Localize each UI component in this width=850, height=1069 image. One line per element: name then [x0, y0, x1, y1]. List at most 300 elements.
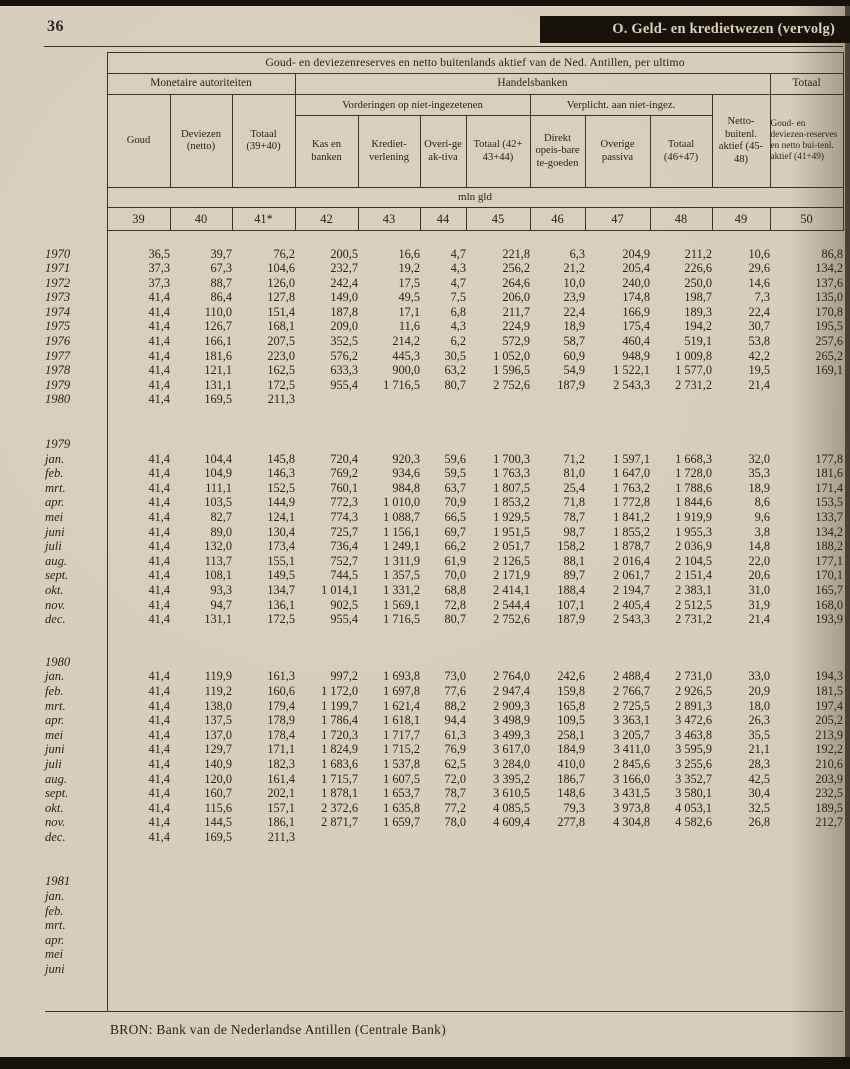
value-cell: 121,1 — [204, 363, 232, 378]
value-cell: 198,7 — [684, 290, 712, 305]
value-cell: 152,5 — [267, 480, 295, 495]
value-cell: 119,9 — [204, 669, 232, 684]
value-cell — [466, 933, 530, 948]
value-cell — [712, 830, 770, 845]
stub-column-head — [45, 53, 107, 231]
value-cell — [530, 904, 585, 919]
value-cell — [295, 392, 358, 407]
value-cell: 134,7 — [267, 582, 295, 597]
value-cell — [770, 392, 843, 407]
value-cell: 1 618,1 — [383, 713, 420, 728]
spacer-stub — [45, 977, 107, 1012]
value-cell: 902,5 — [330, 597, 358, 612]
value-cell: 934,6 — [392, 466, 420, 481]
value-cell: 774,3 — [330, 510, 358, 524]
value-cell — [770, 904, 843, 919]
value-cell: 2 061,7 — [613, 568, 650, 583]
data-row — [45, 568, 843, 583]
value-cell: 1 331,2 — [383, 582, 420, 597]
value-cell: 7,5 — [450, 290, 466, 305]
row-label: 1980 — [45, 392, 107, 407]
value-cell: 1 786,4 — [321, 713, 358, 728]
data-row — [45, 947, 843, 962]
value-cell: 78,7 — [563, 510, 585, 524]
value-cell: 1 878,1 — [321, 786, 358, 801]
value-cell: 1 919,9 — [675, 510, 712, 524]
data-row — [45, 713, 843, 728]
value-cell: 2 544,4 — [493, 597, 530, 612]
value-cell: 189,3 — [684, 304, 712, 319]
value-cell: 130,4 — [267, 524, 295, 539]
value-cell: 53,8 — [748, 334, 770, 349]
value-cell: 192,2 — [815, 742, 844, 757]
value-cell: 211,3 — [267, 829, 295, 844]
value-cell: 21,2 — [563, 261, 585, 276]
section-heading-row — [45, 874, 843, 889]
value-cell: 21,4 — [748, 377, 770, 392]
row-label: feb. — [45, 684, 107, 699]
value-cell: 88,2 — [444, 698, 466, 713]
value-cell: 4 053,1 — [675, 800, 712, 815]
value-cell: 211,2 — [684, 246, 712, 261]
value-cell: 997,2 — [330, 669, 358, 684]
value-cell: 1 955,3 — [675, 524, 712, 539]
value-cell: 2 194,7 — [613, 582, 650, 597]
value-cell: 172,5 — [267, 612, 295, 627]
value-cell: 633,3 — [330, 363, 358, 378]
value-cell: 89,7 — [563, 568, 585, 583]
value-cell — [530, 889, 585, 904]
value-cell: 3 255,6 — [675, 756, 712, 771]
colnum-45: 45 — [466, 208, 530, 231]
data-row — [45, 510, 843, 525]
value-cell: 173,4 — [267, 539, 295, 554]
group-monetaire-autoriteiten: Monetaire autoriteiten — [107, 74, 295, 95]
value-cell: 1 844,6 — [675, 495, 712, 510]
empty-cell — [107, 874, 843, 889]
value-cell: 14,6 — [748, 275, 770, 290]
value-cell: 77,6 — [444, 683, 466, 698]
value-cell: 172,5 — [267, 377, 295, 392]
value-cell: 41,4 — [148, 683, 170, 698]
value-cell: 410,0 — [557, 756, 585, 771]
value-cell: 1 596,5 — [493, 363, 530, 378]
value-cell — [170, 933, 232, 948]
col-deviezen-netto: Deviezen (netto) — [170, 95, 232, 188]
value-cell: 19,2 — [398, 261, 420, 276]
data-row — [45, 889, 843, 904]
data-row — [45, 801, 843, 816]
row-label: 1978 — [45, 363, 107, 378]
value-cell: 35,5 — [748, 727, 770, 742]
value-cell: 166,9 — [622, 304, 650, 319]
value-cell: 4,7 — [450, 275, 466, 290]
value-cell — [420, 904, 466, 919]
value-cell: 22,0 — [748, 553, 770, 568]
value-cell: 165,8 — [557, 698, 585, 713]
value-cell: 41,4 — [148, 568, 170, 583]
value-cell: 224,9 — [502, 319, 530, 334]
spacer-row — [45, 977, 843, 1012]
value-cell — [770, 378, 843, 393]
col-goud: Goud — [107, 95, 170, 188]
value-cell — [295, 904, 358, 919]
value-cell: 4 609,4 — [493, 815, 530, 830]
value-cell: 41,4 — [148, 771, 170, 786]
table-title: Goud- en deviezenreserves en netto buitenlands aktief van de Ned. Antillen, per ultimo — [107, 53, 843, 74]
value-cell: 519,1 — [684, 334, 712, 349]
value-cell: 169,5 — [204, 829, 232, 844]
value-cell: 4 085,5 — [493, 800, 530, 815]
value-cell: 1 014,1 — [321, 582, 358, 597]
group-totaal: Totaal — [770, 74, 843, 95]
value-cell — [712, 962, 770, 977]
value-cell: 3 617,0 — [493, 742, 530, 757]
row-label: 1976 — [45, 334, 107, 349]
value-cell: 159,8 — [557, 683, 585, 698]
value-cell — [650, 947, 712, 962]
value-cell: 23,9 — [563, 290, 585, 305]
data-row — [45, 699, 843, 714]
value-cell: 169,5 — [204, 392, 232, 407]
row-label: juli — [45, 757, 107, 772]
value-cell: 182,3 — [267, 756, 295, 771]
value-cell: 157,1 — [267, 800, 295, 815]
value-cell: 2 383,1 — [675, 582, 712, 597]
value-cell — [232, 962, 295, 977]
value-cell: 6,8 — [450, 304, 466, 319]
value-cell — [530, 962, 585, 977]
value-cell: 2 752,6 — [493, 377, 530, 392]
value-cell: 725,7 — [330, 524, 358, 539]
value-cell: 171,1 — [267, 742, 295, 757]
data-row — [45, 742, 843, 757]
value-cell: 21,1 — [748, 742, 770, 757]
value-cell — [170, 918, 232, 933]
value-cell: 1 052,0 — [493, 348, 530, 363]
value-cell: 126,0 — [267, 275, 295, 290]
value-cell: 200,5 — [330, 246, 358, 261]
value-cell: 165,7 — [815, 582, 844, 597]
value-cell: 41,4 — [148, 669, 170, 684]
subgroup-header-row — [45, 95, 843, 116]
section-header-band — [540, 16, 850, 43]
value-cell — [232, 918, 295, 933]
value-cell: 203,9 — [815, 771, 844, 786]
value-cell: 3 610,5 — [493, 786, 530, 801]
row-label: juni — [45, 525, 107, 540]
value-cell: 41,4 — [148, 582, 170, 597]
value-cell — [650, 904, 712, 919]
value-cell: 145,8 — [267, 451, 295, 466]
colnum-50: 50 — [770, 208, 843, 231]
value-cell: 78,0 — [444, 815, 466, 830]
col-kredietverlening: Krediet-verlening — [358, 116, 420, 188]
value-cell: 41,4 — [148, 451, 170, 466]
value-cell: 3 463,8 — [675, 727, 712, 742]
data-row — [45, 481, 843, 496]
value-cell — [650, 889, 712, 904]
value-cell: 223,0 — [267, 348, 295, 363]
value-cell — [358, 889, 420, 904]
value-cell: 3,8 — [754, 524, 770, 539]
value-cell: 1 853,2 — [493, 495, 530, 510]
value-cell: 744,5 — [330, 568, 358, 583]
value-cell: 71,8 — [563, 495, 585, 510]
value-cell: 104,9 — [204, 466, 232, 481]
data-row — [45, 276, 843, 291]
value-cell: 4,3 — [450, 261, 466, 276]
value-cell — [466, 962, 530, 977]
value-cell: 178,9 — [267, 713, 295, 728]
colnum-46: 46 — [530, 208, 585, 231]
value-cell: 3 411,0 — [613, 742, 650, 757]
data-row — [45, 525, 843, 540]
value-cell: 78,7 — [444, 786, 466, 801]
colnum-39: 39 — [107, 208, 170, 231]
value-cell: 256,2 — [502, 261, 530, 276]
value-cell: 41,4 — [148, 495, 170, 510]
value-cell: 42,2 — [748, 348, 770, 363]
row-label: dec. — [45, 830, 107, 845]
value-cell: 28,3 — [748, 756, 770, 771]
value-cell: 81,0 — [563, 466, 585, 481]
spacer-row — [45, 844, 843, 874]
value-cell: 31,9 — [748, 597, 770, 612]
value-cell — [585, 889, 650, 904]
data-row — [45, 452, 843, 467]
value-cell: 1 156,1 — [383, 524, 420, 539]
value-cell — [712, 889, 770, 904]
colnum-42: 42 — [295, 208, 358, 231]
col-totaal-42-43-44: Totaal (42+ 43+44) — [466, 116, 530, 188]
value-cell: 1 088,7 — [383, 510, 420, 524]
value-cell: 170,1 — [815, 568, 844, 583]
row-label: apr. — [45, 713, 107, 728]
value-cell: 1 715,7 — [321, 771, 358, 786]
row-label: sept. — [45, 786, 107, 801]
value-cell: 37,3 — [148, 275, 170, 290]
table-body — [45, 231, 843, 1012]
value-cell: 17,5 — [398, 275, 420, 290]
value-cell: 115,6 — [204, 800, 232, 815]
value-cell: 155,1 — [267, 553, 295, 568]
value-cell: 149,0 — [330, 290, 358, 305]
data-row — [45, 684, 843, 699]
source-note: BRON: Bank van de Nederlandse Antillen (Centrale Bank) — [110, 1022, 446, 1037]
value-cell — [420, 918, 466, 933]
subgroup-verplicht-niet-ingezetenen: Verplicht. aan niet-ingez. — [530, 95, 712, 116]
value-cell: 160,7 — [204, 786, 232, 801]
value-cell: 265,2 — [815, 348, 844, 363]
column-number-row — [45, 208, 843, 231]
value-cell: 146,3 — [267, 466, 295, 481]
value-cell: 6,3 — [569, 246, 585, 261]
value-cell: 206,0 — [502, 290, 530, 305]
value-cell: 140,9 — [204, 756, 232, 771]
value-cell: 3 973,8 — [613, 800, 650, 815]
scan-edge-right — [845, 0, 850, 1069]
value-cell: 187,9 — [557, 612, 585, 627]
value-cell — [650, 918, 712, 933]
spacer-fill — [107, 231, 843, 247]
value-cell: 160,6 — [267, 683, 295, 698]
row-label: 1977 — [45, 349, 107, 364]
row-label: nov. — [45, 598, 107, 613]
value-cell: 30,7 — [748, 319, 770, 334]
data-row — [45, 918, 843, 933]
value-cell: 80,7 — [444, 612, 466, 627]
row-label: feb. — [45, 904, 107, 919]
value-cell: 110,0 — [204, 304, 232, 319]
value-cell — [530, 947, 585, 962]
data-row — [45, 378, 843, 393]
value-cell: 1 700,3 — [493, 451, 530, 466]
value-cell: 1 635,8 — [383, 800, 420, 815]
value-cell: 2 766,7 — [613, 683, 650, 698]
value-cell: 37,3 — [148, 261, 170, 276]
empty-cell — [107, 655, 843, 670]
value-cell: 41,4 — [148, 348, 170, 363]
value-cell — [232, 889, 295, 904]
value-cell: 232,5 — [815, 786, 844, 801]
value-cell: 1 537,8 — [383, 756, 420, 771]
value-cell: 14,8 — [748, 539, 770, 554]
value-cell — [585, 962, 650, 977]
value-cell: 3 472,6 — [675, 713, 712, 728]
value-cell: 177,1 — [815, 553, 844, 568]
value-cell: 194,2 — [684, 319, 712, 334]
value-cell: 2 891,3 — [675, 698, 712, 713]
value-cell: 120,0 — [204, 771, 232, 786]
value-cell: 107,1 — [557, 597, 585, 612]
value-cell: 211,3 — [267, 392, 295, 407]
value-cell: 161,3 — [267, 669, 295, 684]
value-cell: 17,1 — [398, 304, 420, 319]
value-cell: 1 357,5 — [383, 568, 420, 583]
row-label: mrt. — [45, 699, 107, 714]
data-row — [45, 554, 843, 569]
value-cell: 111,1 — [205, 480, 232, 495]
spacer-stub — [45, 407, 107, 437]
row-label: jan. — [45, 452, 107, 467]
row-label: dec. — [45, 612, 107, 627]
value-cell: 3 595,9 — [675, 742, 712, 757]
value-cell — [712, 947, 770, 962]
spacer-stub — [45, 844, 107, 874]
data-row — [45, 815, 843, 830]
value-cell: 119,2 — [204, 683, 232, 698]
value-cell: 2 752,6 — [493, 612, 530, 627]
col-overige-aktiva: Overi-ge ak-tiva — [420, 116, 466, 188]
value-cell — [420, 889, 466, 904]
value-cell: 264,6 — [502, 275, 530, 290]
value-cell: 104,4 — [204, 451, 232, 466]
value-cell: 2 126,5 — [493, 553, 530, 568]
row-label: juni — [45, 742, 107, 757]
spacer-stub — [45, 627, 107, 655]
value-cell — [712, 933, 770, 948]
value-cell: 41,4 — [148, 815, 170, 830]
data-row — [45, 786, 843, 801]
value-cell — [466, 392, 530, 407]
value-cell: 250,0 — [684, 275, 712, 290]
value-cell — [170, 904, 232, 919]
unit-row — [45, 188, 843, 208]
value-cell: 41,4 — [148, 363, 170, 378]
value-cell: 186,7 — [557, 771, 585, 786]
value-cell: 226,6 — [684, 261, 712, 276]
spacer-row — [45, 407, 843, 437]
value-cell: 1 715,2 — [383, 742, 420, 757]
value-cell: 948,9 — [622, 348, 650, 363]
value-cell: 2 731,0 — [675, 669, 712, 684]
section-heading-row — [45, 437, 843, 452]
value-cell: 1 653,7 — [383, 786, 420, 801]
value-cell: 1 647,0 — [613, 466, 650, 481]
value-cell: 1 728,0 — [675, 466, 712, 481]
value-cell: 2 372,6 — [321, 800, 358, 815]
data-row — [45, 962, 843, 977]
value-cell: 21,4 — [748, 612, 770, 627]
col-totaal-46-47: Totaal (46+47) — [650, 116, 712, 188]
unit-label: mln gld — [107, 188, 843, 208]
value-cell — [358, 904, 420, 919]
value-cell: 3 284,0 — [493, 756, 530, 771]
value-cell: 41,4 — [148, 334, 170, 349]
value-cell: 1 855,2 — [613, 524, 650, 539]
value-cell: 1 763,3 — [493, 466, 530, 481]
value-cell — [770, 889, 843, 904]
value-cell — [712, 904, 770, 919]
value-cell: 30,4 — [748, 786, 770, 801]
value-cell: 41,4 — [148, 553, 170, 568]
value-cell: 2 512,5 — [675, 597, 712, 612]
value-cell: 769,2 — [330, 466, 358, 481]
value-cell: 1 249,1 — [383, 539, 420, 554]
value-cell: 61,9 — [444, 553, 466, 568]
value-cell: 58,7 — [563, 334, 585, 349]
value-cell — [107, 933, 170, 948]
value-cell: 178,4 — [267, 727, 295, 742]
value-cell: 277,8 — [557, 815, 585, 830]
value-cell: 77,2 — [444, 800, 466, 815]
value-cell — [770, 962, 843, 977]
value-cell: 1 522,1 — [613, 363, 650, 378]
value-cell: 41,4 — [148, 698, 170, 713]
col-goud-deviezen-totaal: Goud- en deviezen-reserves en netto bui-tenl. aktief (41+49) — [770, 95, 843, 188]
colnum-43: 43 — [358, 208, 420, 231]
value-cell: 1 824,9 — [321, 742, 358, 757]
value-cell: 67,3 — [210, 261, 232, 276]
value-cell: 72,0 — [444, 771, 466, 786]
value-cell: 4,3 — [450, 319, 466, 334]
value-cell: 445,3 — [392, 348, 420, 363]
value-cell: 70,0 — [444, 568, 466, 583]
value-cell: 772,3 — [330, 495, 358, 510]
group-header-row — [45, 74, 843, 95]
value-cell: 26,8 — [748, 815, 770, 830]
value-cell: 137,6 — [815, 275, 844, 290]
value-cell — [585, 830, 650, 845]
value-cell: 69,7 — [444, 524, 466, 539]
row-label: jan. — [45, 889, 107, 904]
value-cell: 31,0 — [748, 582, 770, 597]
value-cell: 42,5 — [748, 771, 770, 786]
row-label: aug. — [45, 554, 107, 569]
value-cell: 1 716,5 — [383, 377, 420, 392]
value-cell: 212,7 — [815, 815, 844, 830]
